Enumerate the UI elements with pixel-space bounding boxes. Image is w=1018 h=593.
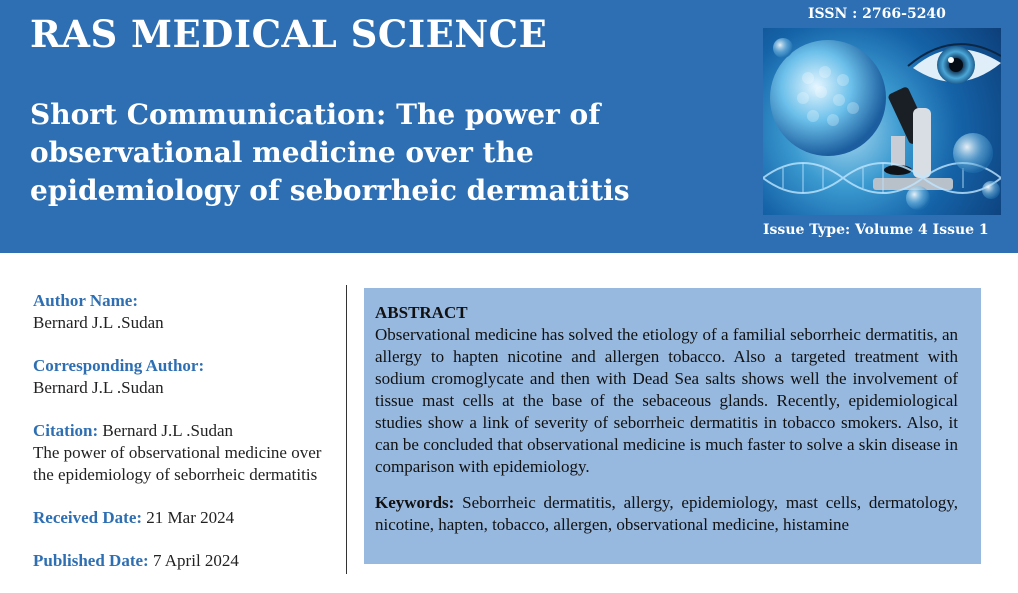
journal-title: RAS MEDICAL SCIENCE — [30, 12, 548, 56]
corresponding-author-block — [33, 355, 343, 399]
published-date-value: 7 April 2024 — [152, 551, 239, 570]
abstract-content — [375, 302, 958, 536]
article-title: Short Communication: The power of observational medicine over the epidemiology of seborrheic dermatitis — [30, 98, 630, 207]
issn-number: ISSN : 2766-5240 — [808, 6, 946, 22]
microscope-eye-dna-icon — [763, 28, 1001, 215]
abstract-text: Observational medicine has solved the etiology of a familial seborrheic dermatitis, an allergy to hapten nicotine and allergen tobacco. Also a targeted treatment with sodium cromoglycate and then with Dead Sea salts shows well the involvement of tissue mast cells at the base of the sebaceous glands. Recently, epidemiological studies show a link of severity of seborrheic dermatitis in tobacco smokers. Also, it can be concluded that observational medicine is much faster to solve a skin disease in comparison with epidemiology. — [375, 325, 958, 476]
article-meta-sidebar — [33, 290, 343, 593]
issue-type: Issue Type: Volume 4 Issue 1 — [763, 222, 989, 238]
abstract-box — [364, 288, 981, 564]
corresponding-author-label: Corresponding Author: — [33, 356, 205, 375]
citation-author: Bernard J.L .Sudan — [102, 421, 234, 440]
column-divider — [346, 285, 347, 574]
abstract-heading: ABSTRACT — [375, 303, 468, 322]
keywords-label: Keywords: — [375, 493, 455, 512]
corresponding-author-value: Bernard J.L .Sudan — [33, 378, 164, 397]
received-date-value: 21 Mar 2024 — [146, 508, 235, 527]
journal-header — [0, 0, 1018, 253]
citation-text: The power of observational medicine over the epidemiology of seborrheic dermatitis — [33, 443, 322, 484]
received-date-label: Received Date: — [33, 508, 143, 527]
author-block — [33, 290, 343, 334]
citation-block — [33, 420, 343, 486]
received-date-block — [33, 507, 343, 529]
keywords — [375, 492, 958, 536]
author-label: Author Name: — [33, 291, 138, 310]
author-value: Bernard J.L .Sudan — [33, 313, 164, 332]
keywords-value: Seborrheic dermatitis, allergy, epidemiology, mast cells, dermatology, nicotine, hapten, tobacco, allergen, observational medicine, histamine — [375, 493, 958, 534]
published-date-block — [33, 550, 343, 572]
published-date-label: Published Date: — [33, 551, 149, 570]
citation-label: Citation: — [33, 421, 99, 440]
